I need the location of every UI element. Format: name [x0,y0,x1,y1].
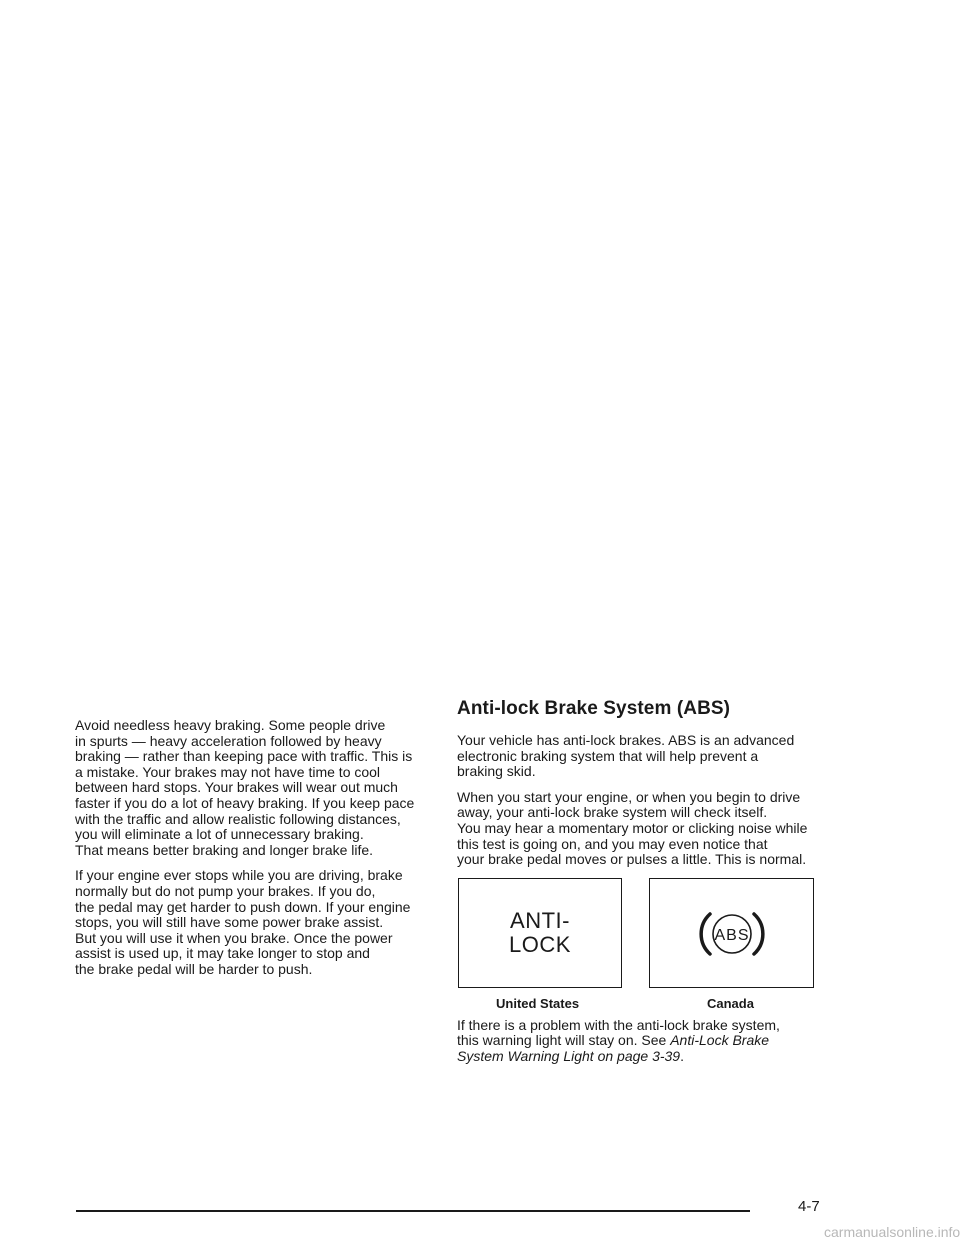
closing-text: If there is a problem with the anti-lock brake system, this warning light will stay on. See [457,1016,780,1049]
paragraph-heavy-braking: Avoid needless heavy braking. Some people drive in spurts — heavy acceleration followed by heavy braking — rather than keeping pace with traffic. This is a mistake. Your brakes may not have time to cool between hard stops. Your brakes will wear out much faster if you do a lot of heavy braking. If you keep pace with the traffic and allow realistic following distances, you will eliminate a lot of unnecessary braking. That means better braking and longer brake life. [75,717,415,858]
warning-light-reference: Anti-Lock Brake System Warning Light on page 3-39 [457,1032,770,1064]
canada-warning-light-box [649,878,814,988]
section-heading-abs: Anti-lock Brake System (ABS) [457,698,731,719]
paragraph-engine-stops: If your engine ever stops while you are driving, brake normally but do not pump your brakes. If you do, the pedal may get harder to push down. If your engine stops, you will still have some power brake assist. But you will use it when you brake. Once the power assist is used up, it may take longer to stop and the brake pedal will be harder to push. [75,867,411,977]
watermark-text: carmanualsonline.info [824,1224,960,1240]
us-caption: United States [496,995,580,1011]
paragraph-abs-warning [457,1018,829,1065]
left-column [75,718,447,988]
warning-light-illustrations [457,878,829,1018]
right-column [457,698,829,1075]
anti-lock-symbol [459,909,621,957]
paragraph-abs-intro: Your vehicle has anti-lock brakes. ABS is an advanced electronic braking system that will help prevent a braking skid. [457,732,795,780]
anti-lock-symbol-line2: LOCK [509,931,571,957]
abs-warning-icon [698,903,766,965]
closing-period: . [680,1047,684,1064]
paragraph-abs-self-check: When you start your engine, or when you begin to drive away, your anti-lock brake system will check itself. You may hear a momentary motor or clicking noise while this test is going on, and you may even notice that your brake pedal moves or pulses a little. This is normal. [457,788,808,868]
canada-caption: Canada [707,995,754,1011]
page-number: 4-7 [798,1198,820,1215]
abs-icon-label: ABS [714,926,750,944]
footer-rule [76,1210,750,1212]
anti-lock-symbol-line1: ANTI- [510,907,570,933]
us-warning-light-box [458,878,622,988]
